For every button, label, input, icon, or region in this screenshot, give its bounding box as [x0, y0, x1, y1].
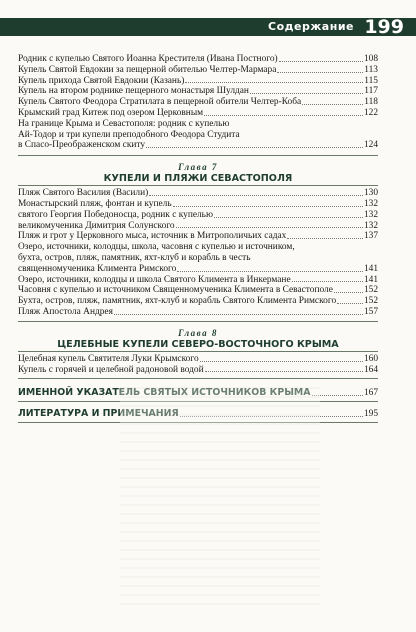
- index-title: ИМЕННОЙ УКАЗАТЕЛЬ СВЯТЫХ ИСТОЧНИКОВ КРЫМА: [18, 387, 311, 399]
- toc-entry-page: 164: [363, 364, 378, 375]
- toc-entry[interactable]: [18, 188, 378, 199]
- toc-entry-page: 152: [363, 285, 378, 296]
- toc-entry[interactable]: [18, 307, 378, 318]
- toc-entry[interactable]: [18, 275, 378, 286]
- chapter-8-heading: [18, 328, 378, 350]
- toc-entry-title: Купель прихода Святой Евдокии (Казань): [18, 75, 185, 86]
- divider: [18, 185, 378, 186]
- toc-entry[interactable]: [18, 221, 378, 232]
- dot-leader: [176, 227, 363, 228]
- toc-entry[interactable]: [18, 285, 378, 296]
- toc-entry-title: Купель на втором роднике пещерного монастыря Шулдан: [18, 86, 249, 97]
- toc-entry[interactable]: [18, 275, 378, 286]
- section-title: Содержание: [268, 20, 354, 33]
- dot-leader: [185, 82, 363, 83]
- toc-entry-title: Пляж Святого Василия (Васили): [18, 188, 149, 199]
- table-of-contents: [18, 54, 378, 423]
- toc-entry[interactable]: [18, 231, 378, 242]
- divider: [18, 155, 378, 156]
- divider: [18, 321, 378, 322]
- toc-entry-page: 118: [364, 97, 378, 108]
- toc-entry-page: 130: [363, 188, 378, 199]
- dot-leader: [277, 72, 363, 73]
- literature-page: 195: [363, 409, 378, 420]
- literature-title: ЛИТЕРАТУРА И ПРИМЕЧАНИЯ: [18, 408, 179, 420]
- bleed-through: [120, 380, 320, 610]
- toc-entry-page: 141: [363, 274, 378, 285]
- toc-entry-line: На границе Крыма и Севастополя: родник с купелью: [18, 118, 230, 129]
- running-header: [0, 18, 416, 36]
- page-number: 199: [364, 16, 404, 38]
- toc-entry-title: Часовня с купелью и источником Священномученика Климента в Севастополе: [18, 285, 333, 296]
- toc-entry-page: 117: [364, 86, 378, 97]
- toc-entry[interactable]: [18, 199, 378, 210]
- toc-entry-page: 132: [363, 220, 378, 231]
- toc-entry-title: Купель Святого Феодора Стратилата в пещерной обители Челтер-Коба: [18, 97, 302, 108]
- toc-entry[interactable]: [18, 365, 378, 376]
- toc-entry-page: 160: [363, 353, 378, 364]
- dot-leader: [146, 147, 363, 148]
- toc-entry-line: бухта, остров, пляж, памятник, яхт-клуб и корабль в честь: [18, 252, 251, 263]
- dot-leader: [279, 61, 363, 62]
- toc-entry[interactable]: [18, 296, 378, 307]
- dot-leader: [334, 292, 363, 293]
- toc-entry-title: в Спасо-Преображенском скиту: [18, 140, 146, 151]
- toc-entry-line: Ай-Тодор и три купели преподобного Феодора Студита: [18, 129, 240, 140]
- toc-entry-title: святого Георгия Победоносца, родник с купелью: [18, 209, 213, 220]
- toc-entry-title: Купель Святой Евдокии за пещерной обителью Челтер-Мармара: [18, 64, 277, 75]
- dot-leader: [287, 238, 363, 239]
- toc-entry-page: 132: [363, 198, 378, 209]
- toc-entry[interactable]: [18, 108, 378, 119]
- toc-entry-title: великомученика Димитрия Солунского: [18, 220, 175, 231]
- toc-entry-page: 132: [363, 209, 378, 220]
- toc-entry-title: Озеро, источники, колодцы и школа Святого Климента в Инкермане: [18, 274, 291, 285]
- toc-entry[interactable]: [18, 264, 378, 275]
- toc-entry[interactable]: [18, 231, 378, 242]
- dot-leader: [114, 314, 363, 315]
- divider: [18, 351, 378, 352]
- dot-leader: [173, 206, 363, 207]
- toc-entry-title: Пляж Апостола Андрея: [18, 306, 113, 317]
- toc-entry-page: 122: [363, 107, 378, 118]
- toc-entry[interactable]: [18, 354, 378, 365]
- toc-entry-title: Целебная купель Святителя Луки Крымского: [18, 353, 199, 364]
- toc-entry[interactable]: [18, 54, 378, 65]
- toc-entry-title: Монастырский пляж, фонтан и купель: [18, 198, 172, 209]
- chapter-7-entries: [18, 188, 378, 318]
- toc-entry[interactable]: [18, 86, 378, 97]
- toc-entry-title: Пляж и грот у Церковного мыса, источник в Митрополичьих садах: [18, 231, 287, 242]
- chapter-label: Глава 7: [178, 162, 218, 173]
- toc-entry[interactable]: [18, 119, 378, 151]
- dot-leader: [302, 104, 363, 105]
- toc-entry[interactable]: [18, 210, 378, 221]
- toc-entry[interactable]: [18, 242, 378, 274]
- intro-multi-entry: [18, 119, 378, 151]
- dot-leader: [177, 271, 363, 272]
- dot-leader: [200, 361, 363, 362]
- toc-entry-page: 108: [363, 54, 378, 64]
- toc-entry-page: 124: [363, 140, 378, 151]
- toc-entry-title: Крымский град Китеж под озером Церковным: [18, 107, 204, 118]
- toc-entry-page: 137: [363, 231, 378, 242]
- toc-entry-line: Озеро, источники, колодцы, школа, часовня с купелью и источником,: [18, 242, 295, 253]
- toc-entry-title: Бухта, остров, пляж, памятник, яхт-клуб и корабль Святого Климента Римского: [18, 296, 337, 307]
- chapter-7-heading: [18, 162, 378, 184]
- chapter-8-entries: [18, 354, 378, 376]
- toc-entry[interactable]: [18, 188, 378, 199]
- toc-entry[interactable]: [18, 210, 378, 221]
- chapter-label: Глава 8: [178, 327, 218, 338]
- chapter-title: КУПЕЛИ И ПЛЯЖИ СЕВАСТОПОЛЯ: [103, 173, 293, 185]
- dot-leader: [250, 93, 363, 94]
- toc-entry-page: 115: [364, 75, 378, 86]
- toc-entry-page: 113: [364, 64, 378, 75]
- toc-entry[interactable]: [18, 285, 378, 296]
- toc-entry-title: Купель с горячей и целебной радоновой водой: [18, 364, 204, 375]
- dot-leader: [337, 303, 363, 304]
- toc-entry[interactable]: [18, 97, 378, 108]
- toc-entry-title: Родник с купелью Святого Иоанна Крестителя (Ивана Постного): [18, 54, 278, 64]
- toc-entry[interactable]: [18, 140, 378, 151]
- toc-entry-page: 141: [363, 263, 378, 274]
- toc-entry-page: 152: [363, 296, 378, 307]
- dot-leader: [292, 281, 363, 282]
- dot-leader: [205, 371, 363, 372]
- index-page: 167: [363, 388, 378, 399]
- toc-entry[interactable]: [18, 199, 378, 210]
- toc-entry[interactable]: [18, 296, 378, 307]
- toc-entry[interactable]: [18, 221, 378, 232]
- dot-leader: [149, 195, 363, 196]
- dot-leader: [204, 115, 363, 116]
- toc-entry[interactable]: [18, 76, 378, 87]
- toc-entry-page: 157: [363, 306, 378, 317]
- toc-entry[interactable]: [18, 307, 378, 318]
- toc-entry[interactable]: [18, 65, 378, 76]
- chapter-title: ЦЕЛЕБНЫЕ КУПЕЛИ СЕВЕРО-ВОСТОЧНОГО КРЫМА: [57, 338, 339, 350]
- toc-entry-title: священномученика Климента Римского: [18, 263, 177, 274]
- dot-leader: [214, 217, 363, 218]
- intro-entries: [18, 54, 378, 119]
